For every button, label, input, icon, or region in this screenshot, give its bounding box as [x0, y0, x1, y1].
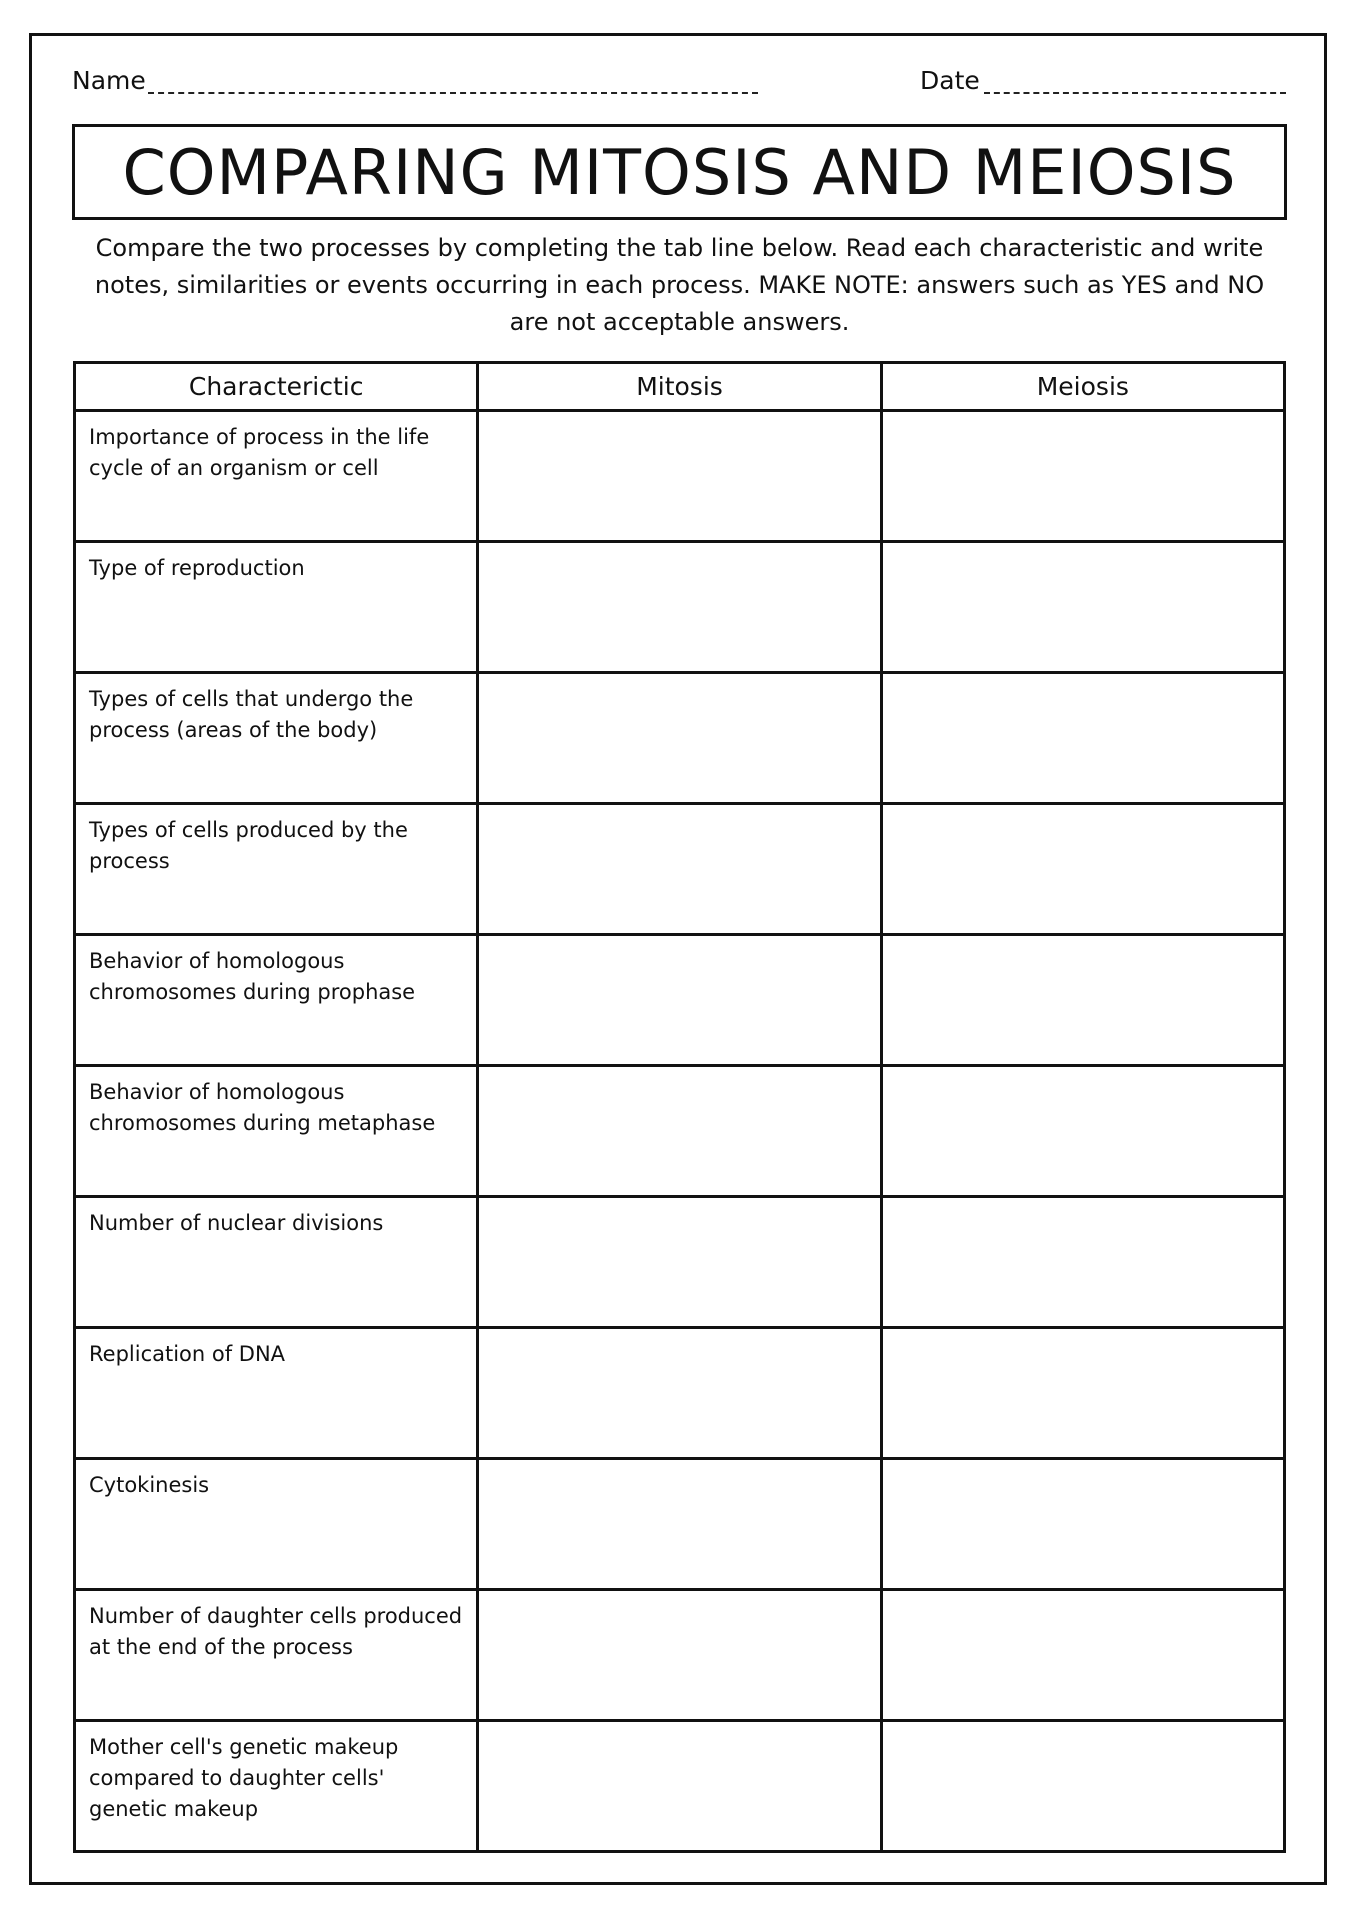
column-header-meiosis: Meiosis	[881, 363, 1284, 411]
meiosis-answer-cell[interactable]	[881, 1066, 1284, 1197]
table-row	[75, 1197, 1285, 1328]
header-row	[72, 66, 1287, 106]
mitosis-answer-cell[interactable]	[478, 1590, 881, 1721]
mitosis-answer-cell[interactable]	[478, 1459, 881, 1590]
table-row	[75, 804, 1285, 935]
table-row	[75, 1590, 1285, 1721]
name-input-line[interactable]	[148, 92, 758, 94]
characteristic-cell: Behavior of homologous chromosomes during prophase	[75, 935, 478, 1066]
characteristic-cell: Behavior of homologous chromosomes during metaphase	[75, 1066, 478, 1197]
characteristic-cell: Cytokinesis	[75, 1459, 478, 1590]
mitosis-answer-cell[interactable]	[478, 1328, 881, 1459]
meiosis-answer-cell[interactable]	[881, 804, 1284, 935]
table-body	[75, 411, 1285, 1852]
characteristic-cell: Number of daughter cells produced at the end of the process	[75, 1590, 478, 1721]
date-label: Date	[920, 66, 980, 95]
mitosis-answer-cell[interactable]	[478, 673, 881, 804]
column-header-mitosis: Mitosis	[478, 363, 881, 411]
meiosis-answer-cell[interactable]	[881, 1721, 1284, 1852]
instructions: Compare the two processes by completing the tab line below. Read each characteristic and write notes, similarities or events occurring in each process. MAKE NOTE: answers such as YES and NO are not acceptable answers.	[94, 234, 1265, 336]
mitosis-answer-cell[interactable]	[478, 1721, 881, 1852]
mitosis-answer-cell[interactable]	[478, 411, 881, 542]
characteristic-cell: Replication of DNA	[75, 1328, 478, 1459]
meiosis-answer-cell[interactable]	[881, 411, 1284, 542]
table-row	[75, 411, 1285, 542]
table-row	[75, 1328, 1285, 1459]
characteristic-cell: Number of nuclear divisions	[75, 1197, 478, 1328]
mitosis-answer-cell[interactable]	[478, 804, 881, 935]
characteristic-cell: Mother cell's genetic makeup compared to daughter cells' genetic makeup	[75, 1721, 478, 1852]
table-row	[75, 1066, 1285, 1197]
table-row	[75, 673, 1285, 804]
meiosis-answer-cell[interactable]	[881, 1328, 1284, 1459]
meiosis-answer-cell[interactable]	[881, 673, 1284, 804]
table-row	[75, 1721, 1285, 1852]
characteristic-cell: Type of reproduction	[75, 542, 478, 673]
mitosis-answer-cell[interactable]	[478, 1066, 881, 1197]
table-row	[75, 1459, 1285, 1590]
characteristic-cell: Types of cells produced by the process	[75, 804, 478, 935]
date-input-line[interactable]	[984, 92, 1286, 94]
characteristic-cell: Importance of process in the life cycle of an organism or cell	[75, 411, 478, 542]
name-label: Name	[72, 66, 146, 95]
meiosis-answer-cell[interactable]	[881, 935, 1284, 1066]
meiosis-answer-cell[interactable]	[881, 1590, 1284, 1721]
table-row	[75, 935, 1285, 1066]
table-row	[75, 542, 1285, 673]
mitosis-answer-cell[interactable]	[478, 542, 881, 673]
characteristic-cell: Types of cells that undergo the process (areas of the body)	[75, 673, 478, 804]
title-box	[72, 124, 1287, 220]
mitosis-answer-cell[interactable]	[478, 935, 881, 1066]
page-title: COMPARING MITOSIS AND MEIOSIS	[122, 135, 1237, 209]
meiosis-answer-cell[interactable]	[881, 542, 1284, 673]
comparison-table	[73, 361, 1286, 1853]
table-header-row	[75, 363, 1285, 411]
column-header-characteristic: Characterictic	[75, 363, 478, 411]
meiosis-answer-cell[interactable]	[881, 1459, 1284, 1590]
mitosis-answer-cell[interactable]	[478, 1197, 881, 1328]
meiosis-answer-cell[interactable]	[881, 1197, 1284, 1328]
